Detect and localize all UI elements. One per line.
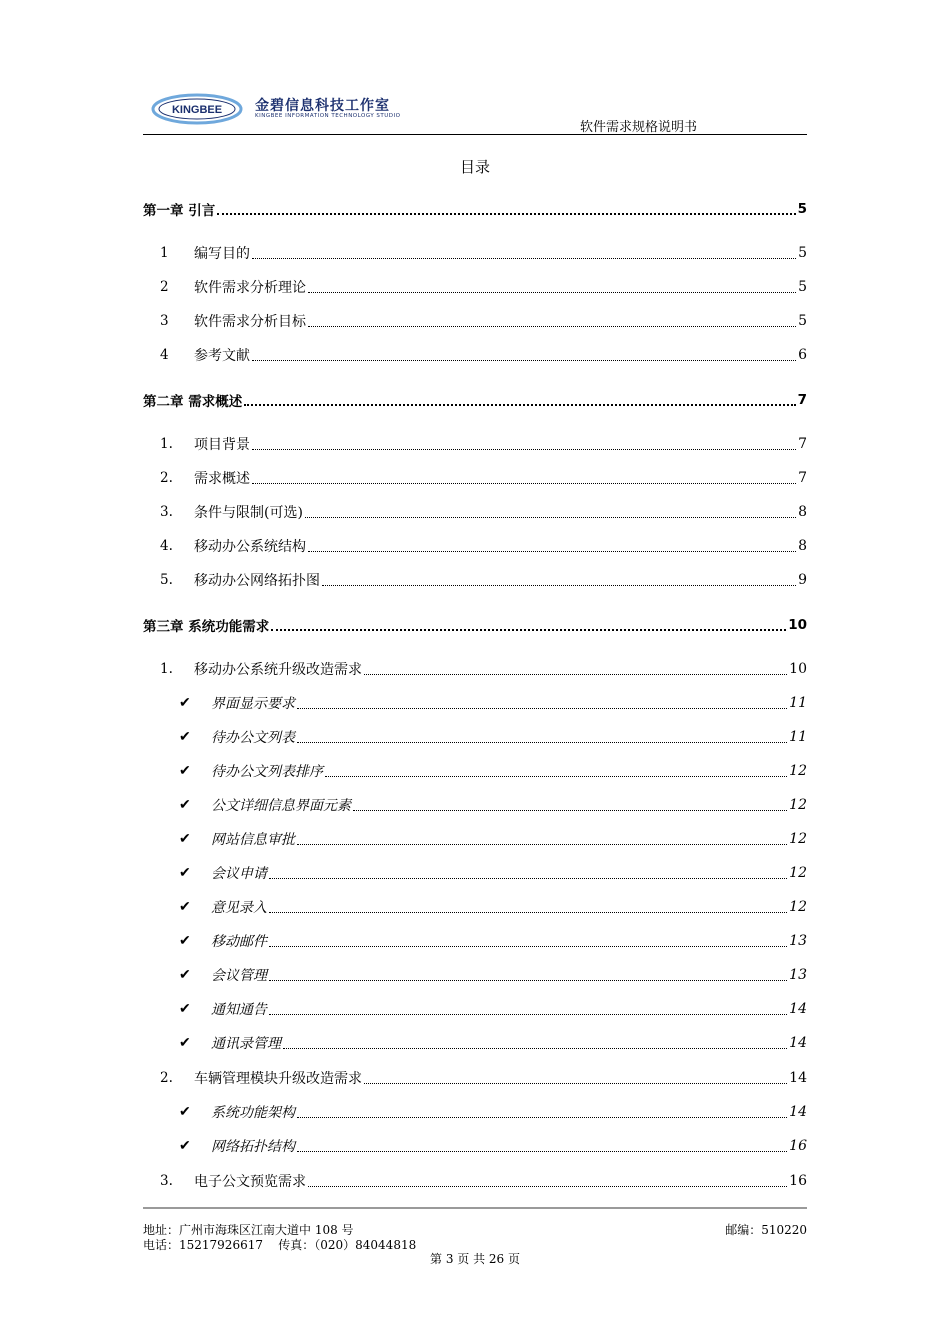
checkmark-icon: ✔: [179, 763, 191, 779]
toc-entry-page: 9: [798, 572, 807, 588]
toc-entry-page: 13: [789, 967, 807, 983]
dot-leader: [364, 1073, 787, 1084]
page-header: [143, 86, 807, 135]
dot-leader: [353, 800, 787, 811]
checkmark-icon: ✔: [179, 1001, 191, 1017]
toc-entry-sub[interactable]: [143, 693, 807, 713]
dot-leader: [305, 507, 796, 518]
toc-entry-page: 14: [789, 1001, 807, 1017]
toc-entry-label: 待办公文列表: [211, 730, 295, 746]
toc-entry-label: 项目背景: [194, 437, 250, 453]
toc-entry-page: 12: [789, 797, 807, 813]
dot-leader: [308, 1176, 787, 1187]
dot-leader: [269, 936, 787, 947]
toc-entry-page: 5: [797, 201, 807, 217]
dot-leader: [217, 203, 795, 215]
dot-leader: [269, 1004, 787, 1015]
dot-leader: [244, 394, 795, 406]
dot-leader: [269, 868, 787, 879]
footer-postcode: 邮编：510220: [725, 1223, 807, 1237]
dot-leader: [252, 248, 796, 259]
toc-entry-sub[interactable]: [143, 863, 807, 883]
toc-entry-number: 3.: [160, 504, 173, 520]
toc-entry-sub[interactable]: [143, 795, 807, 815]
toc-entry-chapter[interactable]: [143, 199, 807, 219]
toc-entry-number: 3.: [160, 1173, 173, 1189]
toc-entry-page: 12: [789, 831, 807, 847]
toc-entry-label: 软件需求分析目标: [194, 314, 306, 330]
toc-entry-label: 会议管理: [211, 968, 267, 984]
toc-entry-page: 12: [789, 763, 807, 779]
toc-entry-page: 11: [789, 729, 807, 745]
toc-entry-chapter[interactable]: [143, 615, 807, 635]
checkmark-icon: ✔: [179, 1138, 191, 1154]
toc-entry-page: 14: [789, 1035, 807, 1051]
toc-entry-label: 系统功能架构: [211, 1105, 295, 1121]
toc-entry-label: 第二章 需求概述: [143, 394, 243, 410]
toc-entry-label: 移动办公系统升级改造需求: [194, 662, 362, 678]
footer-divider: [143, 1207, 807, 1209]
toc-entry-label: 条件与限制(可选): [194, 505, 303, 521]
toc-entry-label: 第三章 系统功能需求: [143, 619, 270, 635]
toc-entry-page: 14: [789, 1104, 807, 1120]
dot-leader: [252, 350, 796, 361]
toc-entry-page: 7: [798, 470, 807, 486]
toc-entry-label: 移动办公系统结构: [194, 539, 306, 555]
document-title: 软件需求规格说明书: [579, 120, 697, 135]
logo-text: KINGBEE: [171, 104, 223, 116]
toc-entry-label: 电子公文预览需求: [194, 1174, 306, 1190]
dot-leader: [364, 664, 787, 675]
toc-entry-number: 1: [160, 245, 169, 261]
toc-entry-number: 1.: [160, 661, 173, 677]
dot-leader: [297, 834, 787, 845]
toc-entry-sub[interactable]: [143, 897, 807, 917]
toc-entry-section[interactable]: [143, 659, 807, 679]
dot-leader: [271, 619, 786, 631]
dot-leader: [322, 575, 796, 586]
toc-entry-page: 10: [788, 617, 807, 633]
toc-entry-page: 12: [789, 899, 807, 915]
toc-entry-label: 通知通告: [211, 1002, 267, 1018]
toc-entry-label: 网络拓扑结构: [211, 1139, 295, 1155]
toc-entry-sub[interactable]: [143, 1136, 807, 1156]
toc-entry-number: 2.: [160, 470, 173, 486]
dot-leader: [308, 316, 796, 327]
kingbee-logo: [151, 92, 243, 126]
toc-entry-sub[interactable]: [143, 931, 807, 951]
toc-entry-section[interactable]: [143, 277, 807, 297]
toc-entry-page: 16: [789, 1138, 807, 1154]
dot-leader: [269, 902, 787, 913]
toc-entry-number: 2: [160, 279, 169, 295]
toc-entry-label: 车辆管理模块升级改造需求: [194, 1071, 362, 1087]
toc-entry-sub[interactable]: [143, 965, 807, 985]
checkmark-icon: ✔: [179, 899, 191, 915]
toc-entry-label: 移动办公网络拓扑图: [194, 573, 320, 589]
toc-entry-section[interactable]: [143, 345, 807, 365]
company-name: 金碧信息科技工作室: [255, 98, 390, 114]
toc-entry-label: 第一章 引言: [143, 203, 216, 219]
toc-entry-label: 公文详细信息界面元素: [211, 798, 351, 814]
toc-entry-page: 10: [789, 661, 807, 677]
toc-entry-section[interactable]: [143, 570, 807, 590]
footer-phone-fax: 电话：15217926617 传真：（020）84044818: [143, 1238, 417, 1252]
toc-entry-chapter[interactable]: [143, 390, 807, 410]
dot-leader: [297, 1141, 787, 1152]
dot-leader: [297, 732, 787, 743]
dot-leader: [252, 439, 796, 450]
checkmark-icon: ✔: [179, 967, 191, 983]
toc-entry-sub[interactable]: [143, 761, 807, 781]
toc-entry-page: 13: [789, 933, 807, 949]
toc-entry-sub[interactable]: [143, 727, 807, 747]
checkmark-icon: ✔: [179, 1035, 191, 1051]
toc-entry-page: 5: [798, 245, 807, 261]
checkmark-icon: ✔: [179, 695, 191, 711]
dot-leader: [297, 698, 787, 709]
toc-entry-page: 8: [798, 504, 807, 520]
toc-entry-sub[interactable]: [143, 1033, 807, 1053]
toc-entry-page: 14: [789, 1070, 807, 1086]
toc-entry-label: 待办公文列表排序: [211, 764, 323, 780]
toc-heading: 目录: [459, 158, 490, 176]
toc-entry-page: 6: [798, 347, 807, 363]
toc-entry-number: 2.: [160, 1070, 173, 1086]
dot-leader: [308, 282, 796, 293]
toc-entry-page: 8: [798, 538, 807, 554]
checkmark-icon: ✔: [179, 831, 191, 847]
toc-entry-page: 5: [798, 279, 807, 295]
toc-entry-label: 软件需求分析理论: [194, 280, 306, 296]
toc-entry-label: 编写目的: [194, 246, 250, 262]
toc-entry-number: 1.: [160, 436, 173, 452]
toc-entry-number: 4: [160, 347, 169, 363]
toc-entry-section[interactable]: [143, 243, 807, 263]
toc-entry-number: 3: [160, 313, 169, 329]
toc-entry-page: 7: [797, 392, 807, 408]
toc-entry-page: 16: [789, 1173, 807, 1189]
checkmark-icon: ✔: [179, 1104, 191, 1120]
dot-leader: [252, 473, 796, 484]
toc-entry-label: 参考文献: [194, 348, 250, 364]
toc-entry-label: 需求概述: [194, 471, 250, 487]
toc-entry-section[interactable]: [143, 1171, 807, 1191]
checkmark-icon: ✔: [179, 933, 191, 949]
toc-entry-sub[interactable]: [143, 1102, 807, 1122]
toc-entry-section[interactable]: [143, 468, 807, 488]
checkmark-icon: ✔: [179, 865, 191, 881]
toc-entry-section[interactable]: [143, 536, 807, 556]
toc-entry-page: 5: [798, 313, 807, 329]
toc-entry-page: 7: [798, 436, 807, 452]
toc-entry-number: 5.: [160, 572, 173, 588]
toc-entry-label: 会议申请: [211, 866, 267, 882]
toc-entry-sub[interactable]: [143, 829, 807, 849]
toc-entry-page: 12: [789, 865, 807, 881]
checkmark-icon: ✔: [179, 729, 191, 745]
dot-leader: [283, 1038, 787, 1049]
toc-entry-section[interactable]: [143, 502, 807, 522]
toc-entry-section[interactable]: [143, 434, 807, 454]
dot-leader: [269, 970, 787, 981]
toc-entry-label: 移动邮件: [211, 934, 267, 950]
toc-entry-section[interactable]: [143, 311, 807, 331]
dot-leader: [297, 1107, 787, 1118]
toc-entry-page: 11: [789, 695, 807, 711]
footer-page-info: 第 3 页 共 26 页: [430, 1252, 520, 1266]
toc-entry-sub[interactable]: [143, 999, 807, 1019]
toc-entry-label: 意见录入: [211, 900, 267, 916]
toc-entry-label: 界面显示要求: [211, 696, 295, 712]
toc-entry-label: 通讯录管理: [211, 1036, 281, 1052]
checkmark-icon: ✔: [179, 797, 191, 813]
company-name-en: KINGBEE INFORMATION TECHNOLOGY STUDIO: [255, 113, 401, 119]
toc-entry-number: 4.: [160, 538, 173, 554]
toc-entry-label: 网站信息审批: [211, 832, 295, 848]
dot-leader: [308, 541, 796, 552]
dot-leader: [325, 766, 787, 777]
toc-entry-section[interactable]: [143, 1068, 807, 1088]
footer-address: 地址：广州市海珠区江南大道中 108 号: [143, 1223, 354, 1237]
